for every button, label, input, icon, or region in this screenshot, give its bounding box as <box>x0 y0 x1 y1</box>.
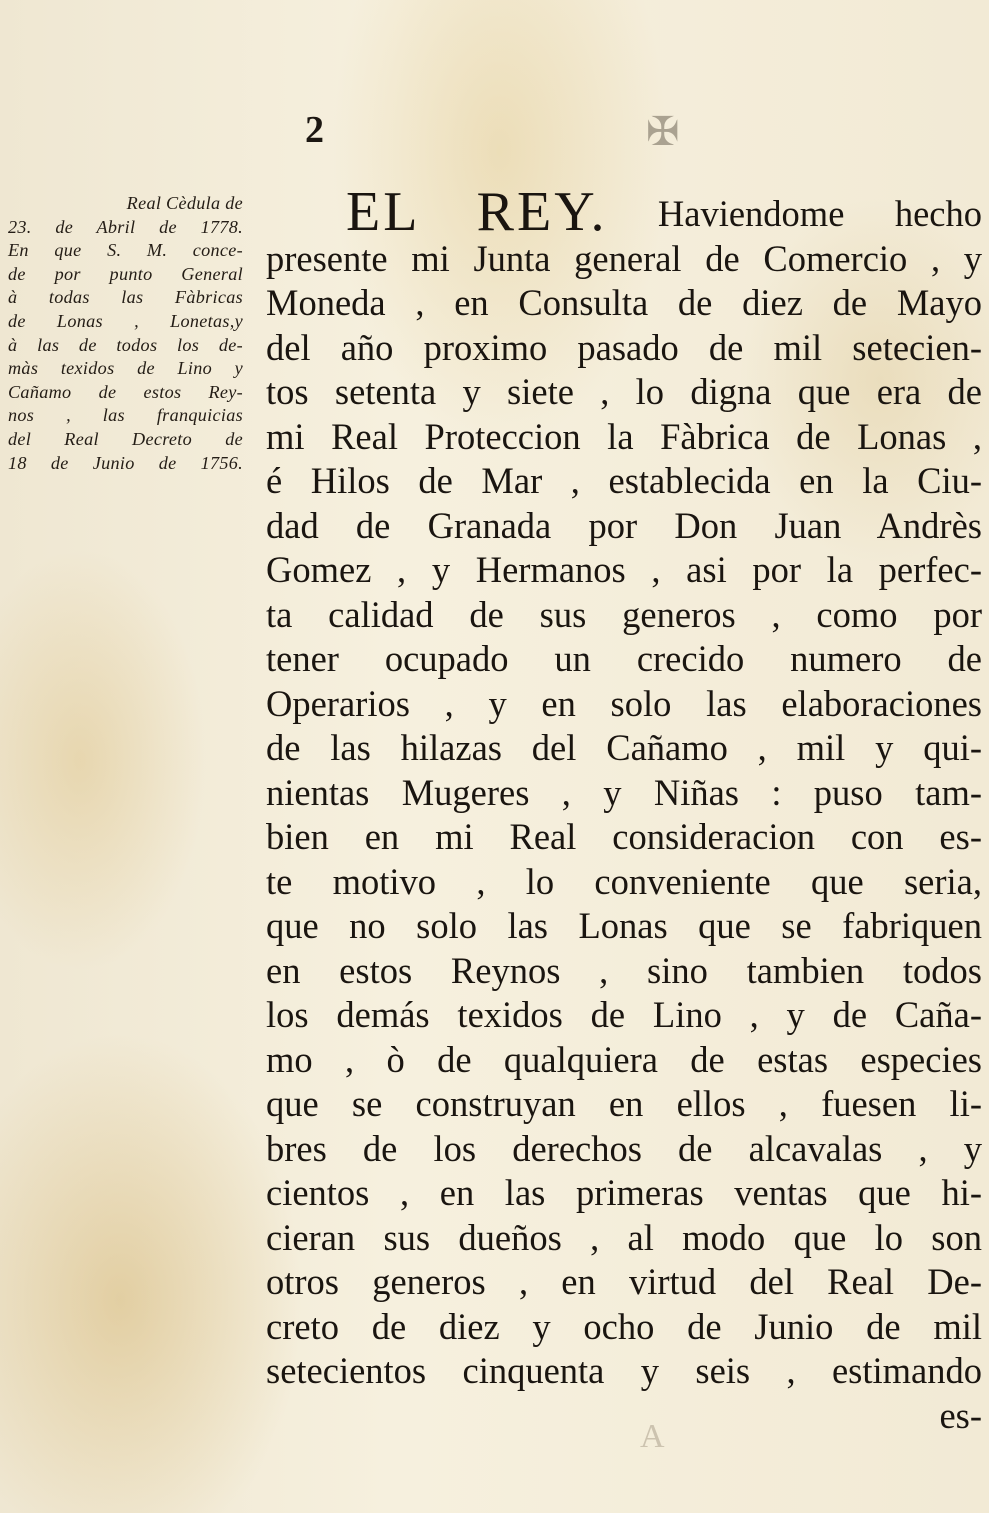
text-line: bres de los derechos de alcavalas , y <box>266 1127 982 1169</box>
text-line: de las hilazas del Cañamo , mil y qui- <box>266 727 982 768</box>
text-line: en estos Reynos , sino tambien todos <box>266 949 982 991</box>
main-text <box>266 181 982 1438</box>
text-line: que no solo las Lonas que se fabriquen <box>266 905 982 946</box>
text-line: Operarios , y en solo las elaboraciones <box>266 682 982 724</box>
heading-el-rey: EL REY. <box>346 181 608 243</box>
text-line: bien en mi Real consideracion con es- <box>266 816 982 857</box>
margin-note-line: En que S. M. conce- <box>8 240 243 261</box>
text-line: del año proximo pasado de mil setecien- <box>266 326 982 368</box>
page-number: 2 <box>305 109 324 151</box>
margin-note <box>8 192 243 475</box>
catchword: es- <box>939 1394 982 1436</box>
text-line: tos setenta y siete , lo digna que era de <box>266 371 982 412</box>
text-line: nientas Mugeres , y Niñas : puso tam- <box>266 771 982 813</box>
margin-note-line: de por punto General <box>8 263 243 284</box>
text-line: Moneda , en Consulta de diez de Mayo <box>266 282 982 323</box>
margin-note-line: de Lonas , Lonetas,y <box>8 310 243 331</box>
text-line: otros generos , en virtud del Real De- <box>266 1261 982 1302</box>
text-line: presente mi Junta general de Comercio , y <box>266 237 982 279</box>
text-line: mi Real Proteccion la Fàbrica de Lonas , <box>266 415 982 457</box>
text-line: que se construyan en ellos , fuesen li- <box>266 1083 982 1124</box>
text-line: cientos , en las primeras ventas que hi- <box>266 1172 982 1213</box>
margin-note-line: Real Cèdula de <box>126 193 243 213</box>
margin-note-line: Cañamo de estos Rey- <box>8 381 243 402</box>
margin-note-line: 23. de Abril de 1778. <box>8 216 243 237</box>
margin-note-line: à las de todos los de- <box>8 334 243 355</box>
show-through-mark: A <box>640 1418 665 1455</box>
opening-line-text: Haviendome hecho <box>657 193 982 234</box>
text-line: dad de Granada por Don Juan Andrès <box>266 504 982 546</box>
cross-ornament-icon: ✠ <box>646 109 680 154</box>
margin-note-line: nos , las franquicias <box>8 405 243 426</box>
text-line: setecientos cinquenta y seis , estimando <box>266 1350 982 1391</box>
text-line: mo , ò de qualquiera de estas especies <box>266 1038 982 1080</box>
text-line: los demás texidos de Lino , y de Caña- <box>266 994 982 1035</box>
text-line: tener ocupado un crecido numero de <box>266 638 982 679</box>
text-line: cieran sus dueños , al modo que lo son <box>266 1216 982 1258</box>
text-line: é Hilos de Mar , establecida en la Ciu- <box>266 460 982 501</box>
opening-line <box>266 181 982 243</box>
margin-note-line: màs texidos de Lino y <box>8 358 243 379</box>
text-line: Gomez , y Hermanos , asi por la perfec- <box>266 549 982 590</box>
margin-note-line: 18 de Junio de 1756. <box>8 452 243 473</box>
text-line: ta calidad de sus generos , como por <box>266 593 982 635</box>
margin-note-line: à todas las Fàbricas <box>8 287 243 308</box>
text-line: creto de diez y ocho de Junio de mil <box>266 1305 982 1347</box>
text-line: te motivo , lo conveniente que seria, <box>266 860 982 902</box>
margin-note-line: del Real Decreto de <box>8 428 243 449</box>
